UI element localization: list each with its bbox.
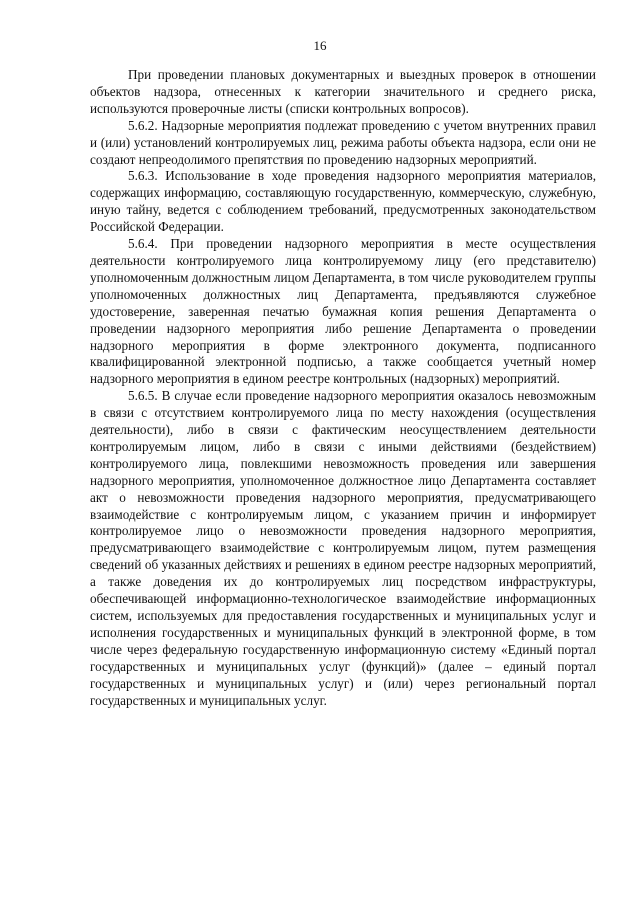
paragraph-5-6-4: 5.6.4. При проведении надзорного мероприятия в месте осуществления деятельности контролируемого лица контролируемому лицу (его представителю) уполномоченным должностным лицом Департамента, в том числе руководителем группы уполномоченных должностных лиц Департамента, предъявляются служебное удостоверение, заверенная печатью бумажная копия решения Департамента о проведении надзорного мероприятия либо решение Департамента о проведении надзорного мероприятия в форме электронного документа, подписанного квалифицированной электронной подписью, а также сообщается учетный номер надзорного мероприятия в едином реестре контрольных (надзорных) мероприятий. — [90, 236, 596, 387]
paragraph-checklists: При проведении плановых документарных и выездных проверок в отношении объектов надзора, отнесенных к категории значительного и среднего риска, используются проверочные листы (списки контрольных вопросов). — [90, 67, 596, 116]
paragraph-5-6-2: 5.6.2. Надзорные мероприятия подлежат проведению с учетом внутренних правил и (или) установлений контролируемых лиц, режима работы объекта надзора, если они не создают непреодолимого препятствия по проведению надзорных мероприятий. — [90, 117, 596, 167]
page-number: 16 — [313, 38, 327, 53]
paragraph-5-6-3: 5.6.3. Использование в ходе проведения надзорного мероприятия материалов, содержащих информацию, составляющую государственную, коммерческую, служебную, иную тайну, ведется с соблюдением требований, предусмотренных законодательством Российской Федерации. — [90, 168, 596, 235]
paragraph-5-6-5: 5.6.5. В случае если проведение надзорного мероприятия оказалось невозможным в связи с отсутствием контролируемого лица по месту нахождения (осуществления деятельности), либо в связи с фактическим неосуществлением деятельности контролируемым лицом, либо в связи с иными действиями (бездействием) контролируемого лица, повлекшими невозможность проведения или завершения надзорного мероприятия, уполномоченное должностное лицо Департамента составляет акт о невозможности проведения надзорного мероприятия, предусматривающего взаимодействие с контролируемым лицом, с указанием причин и информирует контролируемое лицо о невозможности проведения надзорного мероприятия, предусматривающего взаимодействие с контролируемым лицом, путем размещения сведений об указанных действиях и решениях в едином реестре надзорных мероприятий, а также доведения их до контролируемых лиц посредством инфраструктуры, обеспечивающей информационно-технологическое взаимодействие информационных систем, используемых для предоставления государственных и муниципальных услуг и исполнения государственных и муниципальных функций в электронной форме, в том числе через федеральную государственную информационную систему «Единый портал государственных и муниципальных услуг (функций)» (далее – единый портал государственных и муниципальных услуг) и (или) через региональный портал государственных и муниципальных услуг. — [90, 388, 596, 708]
document-body — [90, 67, 596, 709]
